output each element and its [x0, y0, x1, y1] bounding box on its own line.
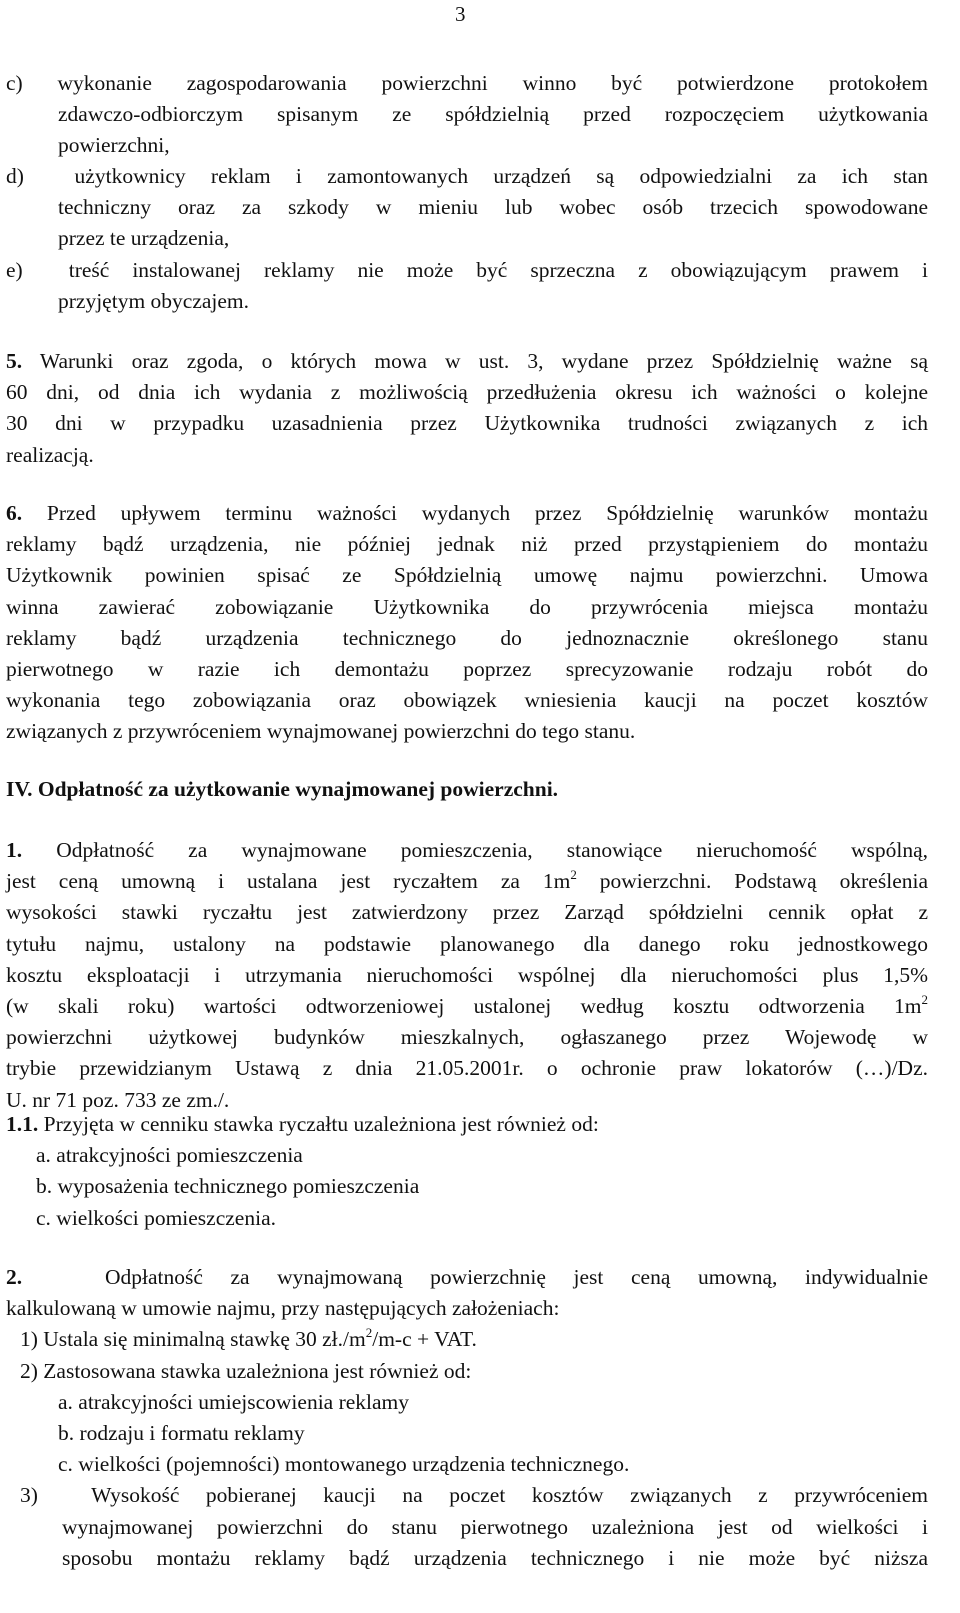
- paragraph-iv-1-line8: trybie przewidzianym Ustawą z dnia 21.05.2001r. o ochronie praw lokatorów (…)/Dz.: [6, 1056, 928, 1081]
- list-item-1: [6, 1324, 928, 1355]
- paragraph-iv-1-text1: Odpłatność za wynajmowane pomieszczenia, stanowiące nieruchomość wspólną,: [56, 838, 928, 862]
- list-item: b. wyposażenia technicznego pomieszczenia: [36, 1174, 420, 1199]
- paragraph-iv-1-number: 1.: [6, 838, 23, 862]
- list-label-c: c): [6, 71, 23, 95]
- list-item-e-line2: przyjętym obyczajem.: [58, 289, 250, 314]
- list-item-3-text1: Wysokość pobieranej kaucji na poczet kosztów związanych z przywróceniem: [91, 1483, 928, 1508]
- list-item: c. wielkości pomieszczenia.: [36, 1205, 276, 1230]
- paragraph-iv-1-line7: powierzchni użytkowej budynków mieszkalnych, ogłaszanego przez Wojewodę w: [6, 1025, 928, 1050]
- paragraph-5: [6, 346, 928, 471]
- paragraph-iv-2-number: 2.: [6, 1265, 23, 1289]
- paragraph-iv-1-1-line1: [6, 1109, 928, 1140]
- paragraph-iv-1: [6, 835, 928, 1116]
- paragraph-6-line7: wykonania tego zobowiązania oraz obowiązek wniesienia kaucji na poczet kosztów: [6, 688, 928, 713]
- paragraph-6-line8: związanych z przywróceniem wynajmowanej powierzchni do tego stanu.: [6, 719, 636, 744]
- list-item-c-line1: [6, 68, 928, 99]
- list-item-c: [6, 68, 928, 162]
- superscript-2: 2: [570, 867, 577, 883]
- sub-list-item: a. atrakcyjności umiejscowienia reklamy: [58, 1389, 410, 1414]
- paragraph-iv-1-text2a: jest ceną umowną i ustalana jest ryczałtem za 1m: [6, 869, 571, 894]
- list-item-d: [6, 161, 928, 255]
- list-item-1-text: 1) Ustala się minimalną stawkę 30 zł./m: [20, 1327, 366, 1352]
- list-item-d-line2: techniczny oraz za szkody w mieniu lub wobec osób trzecich spowodowane: [58, 195, 928, 220]
- page-number: 3: [455, 2, 466, 26]
- list-item-3-line3: sposobu montażu reklamy bądź urządzenia technicznego i nie może być niższa: [62, 1545, 928, 1570]
- paragraph-iv-1-1: [6, 1109, 928, 1234]
- paragraph-iv-2: [6, 1262, 928, 1574]
- paragraph-iv-2-line2: kalkulowaną w umowie najmu, przy następujących założeniach:: [6, 1296, 560, 1321]
- paragraph-5-text1: Warunki oraz zgoda, o których mowa w ust. 3, wydane przez Spółdzielnię ważne są: [39, 349, 928, 373]
- list-item-3-label: 3): [20, 1483, 38, 1508]
- paragraph-iv-1-line5: kosztu eksploatacji i utrzymania nieruchomości wspólnej dla nieruchomości plus 1,5%: [6, 962, 928, 987]
- list-label-d: d): [6, 164, 24, 188]
- list-item-c-line3: powierzchni,: [58, 133, 170, 158]
- paragraph-iv-2-text1: Odpłatność za wynajmowaną powierzchnię jest ceną umowną, indywidualnie: [104, 1265, 928, 1289]
- paragraph-5-number: 5.: [6, 349, 23, 373]
- paragraph-6: [6, 498, 928, 748]
- paragraph-iv-1-text6: (w skali roku) wartości odtworzeniowej ustalonej według kosztu odtworzenia 1m: [6, 994, 922, 1019]
- list-item-d-line3: przez te urządzenia,: [58, 226, 230, 251]
- paragraph-iv-1-line9: U. nr 71 poz. 733 ze zm./.: [6, 1087, 230, 1112]
- list-item-3-line1: [6, 1480, 928, 1511]
- sub-list-item: c. wielkości (pojemności) montowanego urządzenia technicznego.: [58, 1452, 630, 1477]
- paragraph-6-line4: winna zawierać zobowiązanie Użytkownika do przywrócenia miejsca montażu: [6, 594, 928, 619]
- section-iv-heading: IV. Odpłatność za użytkowanie wynajmowanej powierzchni.: [6, 777, 559, 801]
- paragraph-iv-1-line6: [6, 991, 928, 1022]
- list-item-d-line1: [6, 161, 928, 192]
- list-item-d-text1: użytkownicy reklam i zamontowanych urządzeń są odpowiedzialni za ich stan: [74, 164, 928, 188]
- list-item-3-line2: wynajmowanej powierzchni do stanu pierwotnego uzależniona jest od wielkości i: [62, 1514, 928, 1539]
- list-item-2: 2) Zastosowana stawka uzależniona jest również od:: [20, 1358, 472, 1383]
- list-item-e: [6, 255, 928, 317]
- list-item-1-text-end: /m-c + VAT.: [372, 1327, 477, 1352]
- paragraph-iv-2-line1: [6, 1262, 928, 1293]
- paragraph-6-number: 6.: [6, 501, 23, 525]
- paragraph-6-line2: reklamy bądź urządzenia, nie później jednak niż przed przystąpieniem do montażu: [6, 532, 928, 557]
- paragraph-6-line1: [6, 498, 928, 529]
- paragraph-6-line3: Użytkownik powinien spisać ze Spółdzielnią umowę najmu powierzchni. Umowa: [6, 563, 928, 588]
- paragraph-iv-1-text2b: powierzchni. Podstawą określenia: [576, 869, 929, 894]
- paragraph-5-line2: 60 dni, od dnia ich wydania z możliwością przedłużenia okresu ich ważności o kolejne: [6, 380, 928, 405]
- list-item-c-line2: zdawczo-odbiorczym spisanym ze spółdzielnią przed rozpoczęciem użytkowania: [58, 102, 928, 127]
- paragraph-6-text1: Przed upływem terminu ważności wydanych przez Spółdzielnię warunków montażu: [46, 501, 928, 525]
- list-item-e-line1: [6, 255, 928, 286]
- list-item: a. atrakcyjności pomieszczenia: [36, 1143, 303, 1168]
- paragraph-5-line4: realizacją.: [6, 442, 94, 467]
- list-label-e: e): [6, 258, 23, 282]
- list-item-c-text1: wykonanie zagospodarowania powierzchni winno być potwierdzone protokołem: [57, 71, 929, 95]
- paragraph-6-line5: reklamy bądź urządzenia technicznego do jednoznacznie określonego stanu: [6, 625, 928, 650]
- paragraph-5-line3: 30 dni w przypadku uzasadnienia przez Użytkownika trudności związanych z ich: [6, 411, 928, 436]
- paragraph-iv-1-1-number: 1.1.: [6, 1112, 39, 1136]
- list-item-e-text1: treść instalowanej reklamy nie może być sprzeczna z obowiązującym prawem i: [68, 258, 929, 282]
- superscript-2: 2: [921, 992, 928, 1008]
- paragraph-iv-1-line2: [6, 866, 928, 897]
- paragraph-iv-1-line1: [6, 835, 928, 866]
- sub-list-item: b. rodzaju i formatu reklamy: [58, 1421, 305, 1446]
- paragraph-6-line6: pierwotnego w razie ich demontażu poprzez sprecyzowanie rodzaju robót do: [6, 657, 928, 682]
- paragraph-iv-1-line3: wysokości stawki ryczałtu jest zatwierdzony przez Zarząd spółdzielni cennik opłat z: [6, 900, 928, 925]
- superscript-2: 2: [365, 1325, 373, 1341]
- paragraph-5-line1: [6, 346, 928, 377]
- paragraph-iv-1-1-text: Przyjęta w cenniku stawka ryczałtu uzależniona jest również od:: [43, 1112, 599, 1136]
- paragraph-iv-1-line4: tytułu najmu, ustalony na podstawie planowanego dla danego roku jednostkowego: [6, 931, 928, 956]
